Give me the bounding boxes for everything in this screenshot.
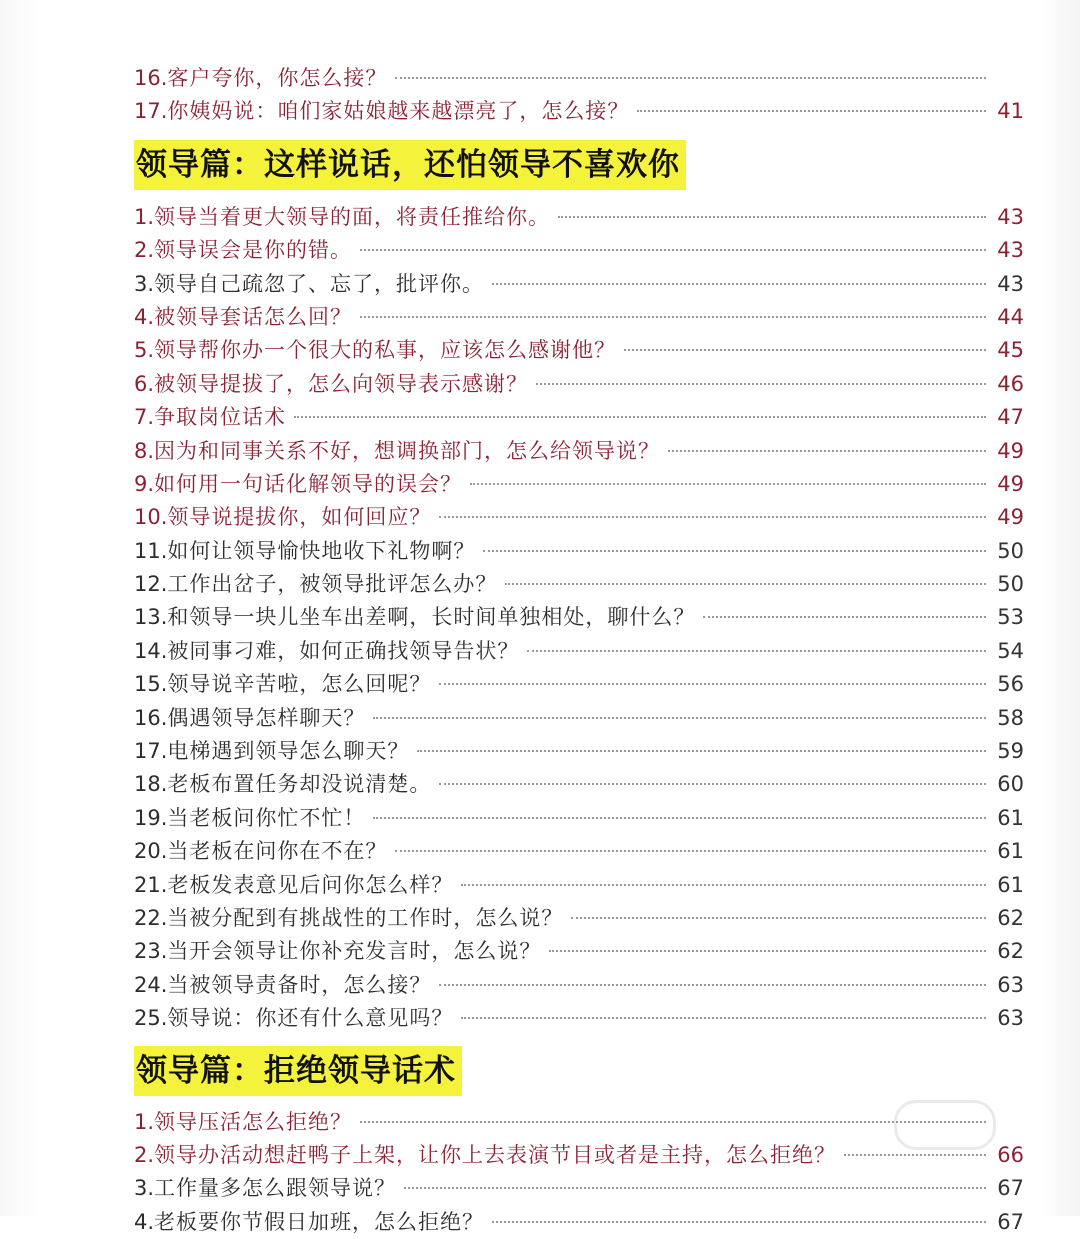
toc-entry-number: 11. xyxy=(134,538,168,563)
dot-leader xyxy=(536,382,986,385)
toc-entry-page: 50 xyxy=(997,572,1024,597)
toc-entry xyxy=(134,1002,1024,1035)
toc-entry-page: 67 xyxy=(997,1176,1024,1201)
toc-section-tail xyxy=(134,62,1024,129)
section-heading-wrap xyxy=(134,1036,1024,1106)
toc-entry-title: 被领导套话怎么回？ xyxy=(154,304,353,329)
toc-entry xyxy=(134,501,1024,534)
toc-entry-page: 43 xyxy=(997,238,1024,263)
dot-leader xyxy=(417,749,986,752)
toc-entry-number: 9. xyxy=(134,471,155,496)
toc-entry xyxy=(134,234,1024,267)
dot-leader xyxy=(360,315,986,318)
toc-entry-number: 14. xyxy=(134,638,168,663)
dot-leader xyxy=(637,109,986,112)
toc-entry-number: 2. xyxy=(134,1142,155,1167)
toc-entry-page: 63 xyxy=(997,972,1024,997)
toc-entry-number: 17. xyxy=(134,99,168,124)
toc-entry-title: 当被领导责备时，怎么接？ xyxy=(167,972,432,997)
toc-entry-page: 56 xyxy=(997,672,1024,697)
toc-entry xyxy=(134,969,1024,1002)
toc-entry-number: 3. xyxy=(134,271,155,296)
toc-section-leaders xyxy=(134,201,1024,1036)
toc-entry-number: 23. xyxy=(134,939,168,964)
toc-entry-page: 47 xyxy=(997,405,1024,430)
toc-entry xyxy=(134,268,1024,301)
dot-leader xyxy=(492,282,986,285)
toc-entry-number: 1. xyxy=(134,204,155,229)
toc-entry-title: 老板发表意见后问你怎么样？ xyxy=(167,872,454,897)
toc-entry-page: 63 xyxy=(997,1006,1024,1031)
toc-entry xyxy=(134,95,1024,128)
toc-entry-page: 46 xyxy=(997,371,1024,396)
toc-entry-title: 工作出岔子，被领导批评怎么办？ xyxy=(167,572,498,597)
dot-leader xyxy=(360,1120,986,1123)
toc-entry-title: 如何让领导愉快地收下礼物啊？ xyxy=(167,538,476,563)
toc-entry-page: 61 xyxy=(997,872,1024,897)
toc-entry-page: 53 xyxy=(997,605,1024,630)
toc-entry-page: 49 xyxy=(997,505,1024,530)
toc-entry xyxy=(134,601,1024,634)
toc-entry-number: 4. xyxy=(134,304,155,329)
toc-entry-title: 你姨妈说：咱们家姑娘越来越漂亮了，怎么接？ xyxy=(167,99,630,124)
dot-leader xyxy=(395,76,986,79)
toc-entry-number: 20. xyxy=(134,839,168,864)
dot-leader xyxy=(527,649,986,652)
toc-entry-page: 61 xyxy=(997,839,1024,864)
toc-entry-title: 电梯遇到领导怎么聊天？ xyxy=(167,739,410,764)
toc-entry-title: 领导当着更大领导的面，将责任推给你。 xyxy=(154,204,551,229)
toc-entry-title: 领导帮你办一个很大的私事，应该怎么感谢他？ xyxy=(154,338,617,363)
toc-entry-number: 3. xyxy=(134,1176,155,1201)
toc-entry-page: 60 xyxy=(997,772,1024,797)
dot-leader xyxy=(549,949,986,952)
dot-leader xyxy=(505,582,986,585)
toc-entry-title: 领导压活怎么拒绝？ xyxy=(154,1109,353,1134)
toc-entry xyxy=(134,62,1024,95)
toc-entry-number: 4. xyxy=(134,1209,155,1234)
toc-entry-page: 45 xyxy=(997,338,1024,363)
toc-entry-number: 16. xyxy=(134,705,168,730)
toc-entry xyxy=(134,201,1024,234)
toc-entry xyxy=(134,301,1024,334)
toc-entry xyxy=(134,902,1024,935)
toc-entry-number: 25. xyxy=(134,1006,168,1031)
toc-entry-page: 41 xyxy=(997,99,1024,124)
toc-entry xyxy=(134,1206,1024,1239)
toc-entry-title: 领导说辛苦啦，怎么回呢？ xyxy=(167,672,432,697)
toc-entry-page: 61 xyxy=(997,805,1024,830)
toc-entry-title: 争取岗位话术 xyxy=(154,405,287,430)
toc-entry xyxy=(134,635,1024,668)
toc-entry-number: 21. xyxy=(134,872,168,897)
toc-entry-title: 工作量多怎么跟领导说？ xyxy=(154,1176,397,1201)
toc-entry-title: 当老板在问你在不在？ xyxy=(167,839,388,864)
toc-entry-title: 当老板问你忙不忙！ xyxy=(167,805,366,830)
toc-entry xyxy=(134,835,1024,868)
toc-entry-number: 19. xyxy=(134,805,168,830)
toc-entry-title: 因为和同事关系不好，想调换部门，怎么给领导说？ xyxy=(154,438,661,463)
toc-entry xyxy=(134,768,1024,801)
toc-entry-page: 58 xyxy=(997,705,1024,730)
toc-entry xyxy=(134,935,1024,968)
dot-leader xyxy=(294,415,986,418)
toc-entry-number: 17. xyxy=(134,739,168,764)
toc-entry-number: 2. xyxy=(134,238,155,263)
dot-leader xyxy=(439,983,986,986)
toc-entry-number: 8. xyxy=(134,438,155,463)
toc-entry-title: 老板布置任务却没说清楚。 xyxy=(167,772,432,797)
toc-entry-title: 领导说提拔你，如何回应？ xyxy=(167,505,432,530)
toc-entry-number: 6. xyxy=(134,371,155,396)
dot-leader xyxy=(703,615,986,618)
section-heading-wrap xyxy=(134,129,1024,201)
toc-entry-page: 62 xyxy=(997,905,1024,930)
dot-leader xyxy=(373,716,986,719)
dot-leader xyxy=(470,482,986,485)
dot-leader xyxy=(439,515,986,518)
dot-leader xyxy=(439,682,986,685)
dot-leader xyxy=(624,348,986,351)
dot-leader xyxy=(461,1016,986,1019)
toc-entry xyxy=(134,368,1024,401)
dot-leader xyxy=(461,883,986,886)
toc-entry-number: 15. xyxy=(134,672,168,697)
toc-entry-page: 49 xyxy=(997,471,1024,496)
toc-entry xyxy=(134,702,1024,735)
toc-entry xyxy=(134,568,1024,601)
toc-entry-number: 12. xyxy=(134,572,168,597)
dot-leader xyxy=(395,849,986,852)
toc-entry xyxy=(134,735,1024,768)
toc-entry-title: 当开会领导让你补充发言时，怎么说？ xyxy=(167,939,542,964)
toc-entry-number: 18. xyxy=(134,772,168,797)
toc-entry-title: 偶遇领导怎样聊天？ xyxy=(167,705,366,730)
toc-entry-number: 5. xyxy=(134,338,155,363)
toc-entry-number: 7. xyxy=(134,405,155,430)
toc-entry-page: 66 xyxy=(997,1142,1024,1167)
toc-entry-page: 44 xyxy=(997,304,1024,329)
toc-entry-number: 16. xyxy=(134,66,168,90)
toc-entry xyxy=(134,401,1024,434)
toc-entry-page: 54 xyxy=(997,638,1024,663)
toc-entry-number: 13. xyxy=(134,605,168,630)
toc-entry xyxy=(134,802,1024,835)
toc-entry-page: 49 xyxy=(997,438,1024,463)
dot-leader xyxy=(844,1153,986,1156)
toc-entry-title: 如何用一句话化解领导的误会？ xyxy=(154,471,463,496)
toc-entry xyxy=(134,1139,1024,1172)
toc-entry xyxy=(134,435,1024,468)
section-heading-refuse-leaders: 领导篇：拒绝领导话术 xyxy=(134,1046,462,1096)
toc-entry xyxy=(134,1172,1024,1205)
dot-leader xyxy=(439,782,986,785)
dot-leader xyxy=(483,549,986,552)
section-heading-leaders-talk: 领导篇：这样说话，还怕领导不喜欢你 xyxy=(134,140,686,190)
toc-entry-page: 62 xyxy=(997,939,1024,964)
toc-entry-title: 被领导提拔了，怎么向领导表示感谢？ xyxy=(154,371,529,396)
toc-entry-number: 10. xyxy=(134,505,168,530)
toc-entry-number: 22. xyxy=(134,905,168,930)
toc-entry-title: 领导误会是你的错。 xyxy=(154,238,353,263)
toc-entry-title: 客户夸你，你怎么接？ xyxy=(167,66,388,90)
dot-leader xyxy=(492,1220,986,1223)
toc-entry xyxy=(134,535,1024,568)
toc-entry-title: 被同事刁难，如何正确找领导告状？ xyxy=(167,638,520,663)
toc-section-refuse xyxy=(134,1106,1024,1239)
toc-entry-title: 当被分配到有挑战性的工作时，怎么说？ xyxy=(167,905,564,930)
dot-leader xyxy=(360,248,986,251)
toc-entry xyxy=(134,869,1024,902)
dot-leader xyxy=(558,215,986,218)
dot-leader xyxy=(373,816,986,819)
toc-entry xyxy=(134,1106,1024,1139)
toc-entry-page: 43 xyxy=(997,271,1024,296)
toc-entry-page: 67 xyxy=(997,1209,1024,1234)
dot-leader xyxy=(404,1186,986,1189)
dot-leader xyxy=(668,449,986,452)
toc-entry-title: 和领导一块儿坐车出差啊，长时间单独相处，聊什么？ xyxy=(167,605,696,630)
toc-entry-title: 领导说：你还有什么意见吗？ xyxy=(167,1006,454,1031)
toc-entry-title: 领导办活动想赶鸭子上架，让你上去表演节目或者是主持，怎么拒绝？ xyxy=(154,1142,837,1167)
toc-entry xyxy=(134,334,1024,367)
dot-leader xyxy=(571,916,986,919)
toc-entry-title: 领导自己疏忽了、忘了，批评你。 xyxy=(154,271,485,296)
toc-entry-page: 59 xyxy=(997,739,1024,764)
toc-entry-page: 43 xyxy=(997,204,1024,229)
toc-entry xyxy=(134,668,1024,701)
toc-entry xyxy=(134,468,1024,501)
toc-entry-number: 1. xyxy=(134,1109,155,1134)
toc-entry-number: 24. xyxy=(134,972,168,997)
toc-entry-page: 50 xyxy=(997,538,1024,563)
toc-entry-title: 老板要你节假日加班，怎么拒绝？ xyxy=(154,1209,485,1234)
table-of-contents xyxy=(134,62,1024,1239)
